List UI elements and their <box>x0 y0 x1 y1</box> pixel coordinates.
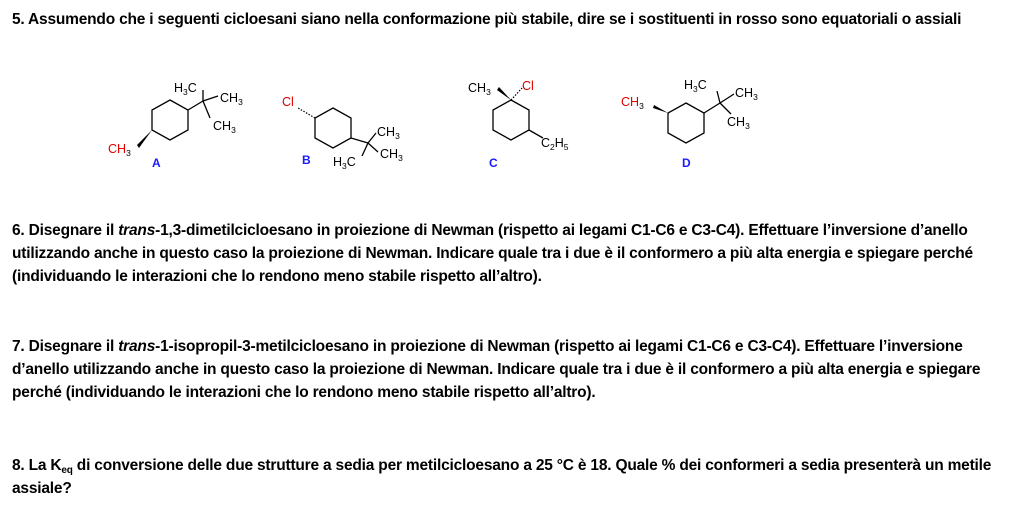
mol-c-letter: C <box>489 156 498 170</box>
mol-a-tbu-top: $H_3C$ <box>174 81 197 97</box>
question-7-suffix: -1-isopropil-3-metilcicloesano in proiezione di Newman (rispetto ai legami C1-C6 e C3-C4). Effettuare l’inversione d’anello utilizzando anche in questo caso la proiezione di Newman. Indicare quale tra i due è il conformero a più alta energia e spiegare perché (individuando le interazioni che lo rendono meno stabile rispetto all’altro). <box>12 338 981 401</box>
question-5 <box>12 8 1012 31</box>
mol-b-chloro: Cl <box>282 95 294 109</box>
mol-d-methyl: $CH_3$ <box>621 95 644 111</box>
svg-text:CH3 <box>727 115 750 131</box>
svg-text:H3C <box>684 78 707 94</box>
molecule-d <box>621 78 758 170</box>
mol-a-tbu-bottom: $CH_3$ <box>213 119 236 135</box>
question-8-suffix: di conversione delle due strutture a sedia per metilcicloesano a 25 °C è 18. Quale % dei conformeri a sedia presenterà un metile assiale? <box>12 457 992 497</box>
svg-text:CH3 <box>377 125 400 141</box>
svg-text:CH3 <box>213 119 236 135</box>
molecule-structures <box>0 60 1023 175</box>
svg-text:H3C <box>174 81 197 97</box>
mol-d-tbu-right: $CH_3$ <box>735 86 758 102</box>
question-6-italic: trans <box>118 222 156 239</box>
mol-d-letter: D <box>682 156 691 170</box>
svg-text:CH3 <box>108 142 131 158</box>
svg-text:CH3 <box>621 95 644 111</box>
mol-c-methyl: $CH_3$ <box>468 81 491 97</box>
svg-text:CH3 <box>220 91 243 107</box>
question-7-prefix: 7. Disegnare il <box>12 338 119 355</box>
question-8-subscript: eq <box>61 465 73 476</box>
question-7-italic: trans <box>118 338 156 355</box>
mol-c-ethyl: $C_2H_5$ <box>541 136 569 152</box>
svg-text:H3C <box>333 155 356 171</box>
svg-text:CH3 <box>735 86 758 102</box>
question-7 <box>12 335 1012 404</box>
mol-b-tbu-left: $H_3C$ <box>333 155 356 171</box>
question-8 <box>12 454 1012 500</box>
question-6 <box>12 219 1012 288</box>
question-6-suffix: -1,3-dimetilcicloesano in proiezione di Newman (rispetto ai legami C1-C6 e C3-C4). Effettuare l’inversione d’anello utilizzando anche in questo caso la proiezione di Newman. Indicare quale tra i due è il conformero a più alta energia e spiegare perché (individuando le interazioni che lo rendono meno stabile rispetto all’altro). <box>12 222 973 285</box>
svg-text:CH3 <box>380 147 403 163</box>
mol-c-chloro: Cl <box>522 79 534 93</box>
mol-d-tbu-bottom: $CH_3$ <box>727 115 750 131</box>
molecule-a <box>108 81 243 170</box>
svg-text:Cl <box>282 95 294 109</box>
svg-text:CH3 <box>468 81 491 97</box>
question-6-prefix: 6. Disegnare il <box>12 222 119 239</box>
question-5-text: 5. Assumendo che i seguenti cicloesani siano nella conformazione più stabile, dire se i sostituenti in rosso sono equatoriali o assiali <box>12 11 962 28</box>
svg-text:C2H5 <box>541 136 569 152</box>
mol-b-tbu-right-bottom: $CH_3$ <box>380 147 403 163</box>
question-8-prefix: 8. La K <box>12 457 62 474</box>
mol-b-letter: B <box>302 153 311 167</box>
molecule-b <box>282 95 403 171</box>
mol-a-letter: A <box>152 156 161 170</box>
mol-b-tbu-right-top: $CH_3$ <box>377 125 400 141</box>
mol-d-tbu-top: $H_3C$ <box>684 78 707 94</box>
svg-text:Cl <box>522 79 534 93</box>
mol-a-tbu-right: $CH_3$ <box>220 91 243 107</box>
molecule-c <box>468 79 569 170</box>
mol-a-methyl: $CH_3$ <box>108 142 131 158</box>
